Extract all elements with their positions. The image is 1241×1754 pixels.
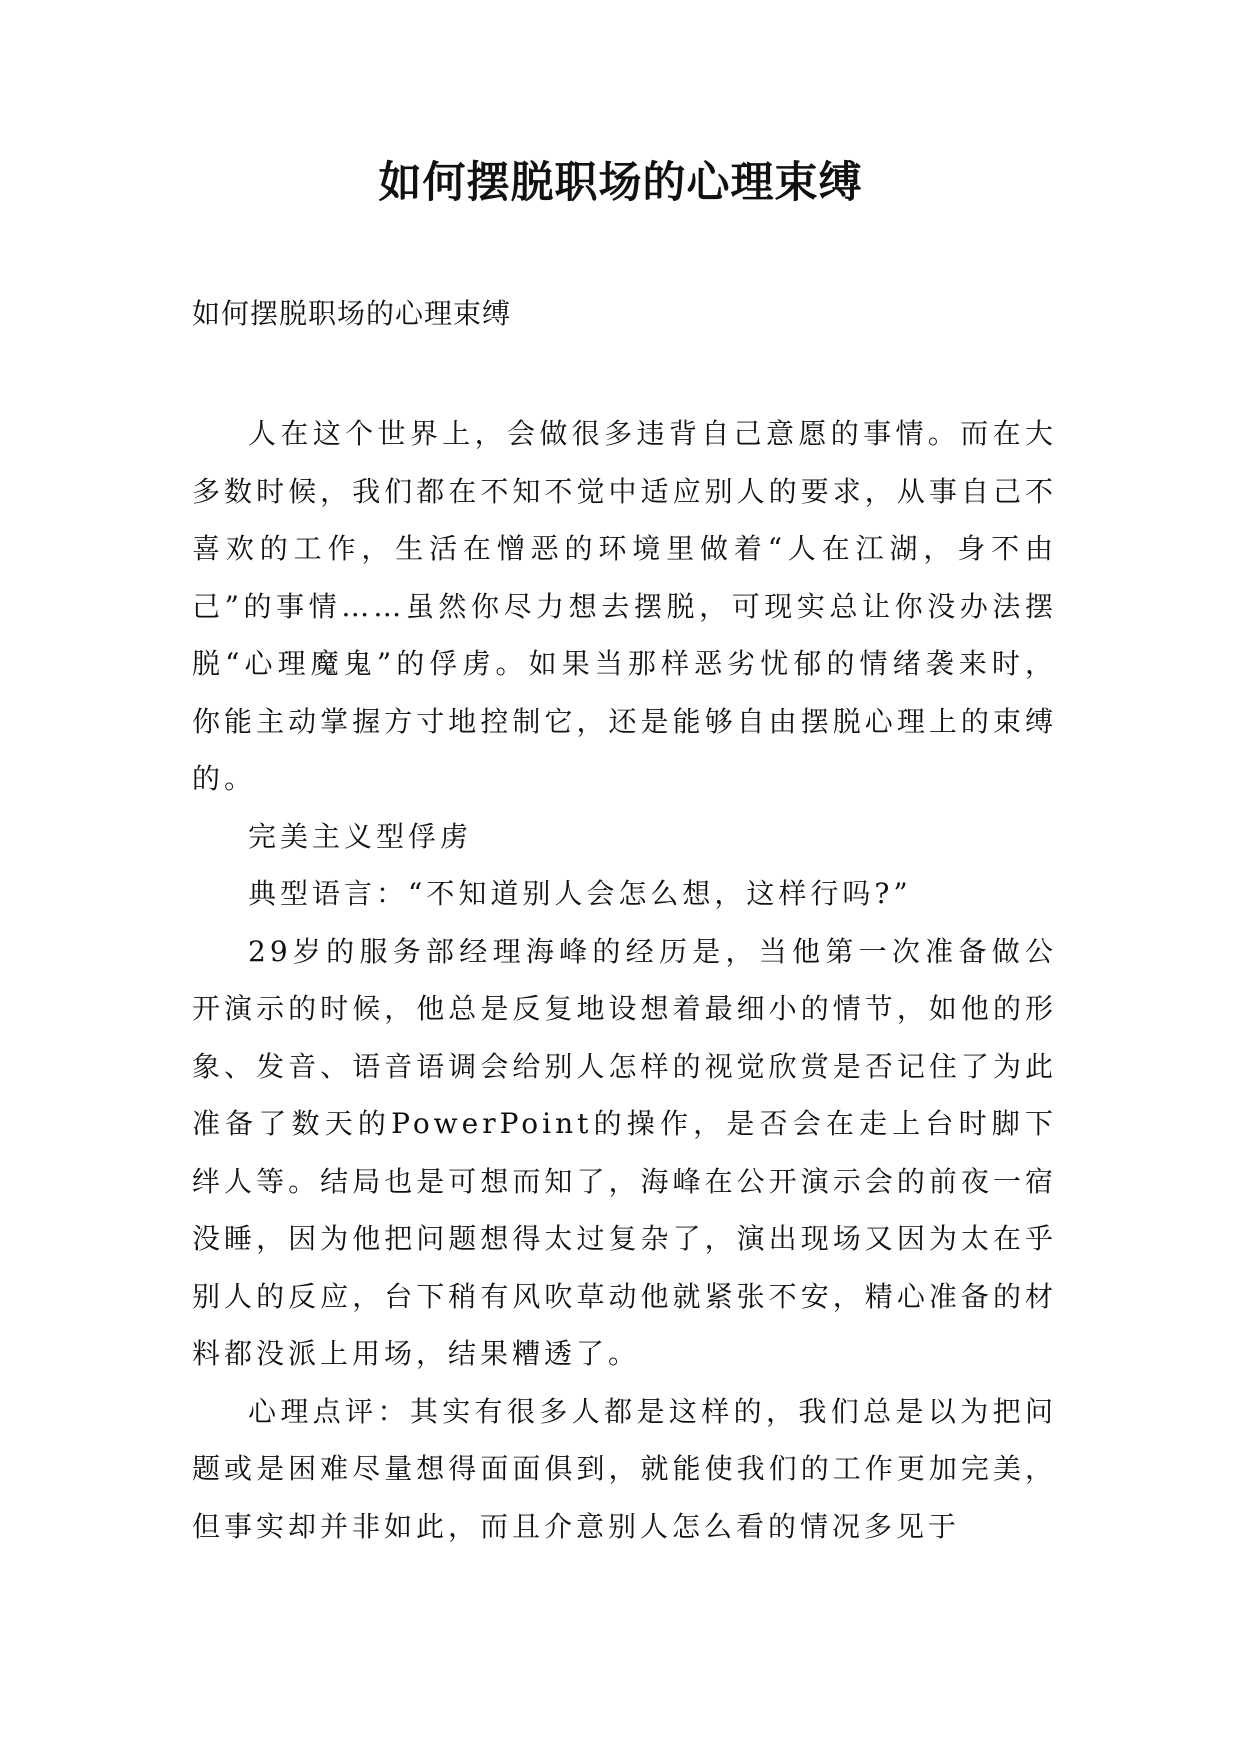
- section-heading: 完美主义型俘虏: [248, 819, 473, 853]
- paragraph-intro: 人在这个世界上，会做很多违背自己意愿的事情。而在大多数时候，我们都在不知不觉中适应别人的要求，从事自己不喜欢的工作，生活在憎恶的环境里做着“人在江湖，身不由己”的事情……虽然你尽力想去摆脱，可现实总让你没办法摆脱“心理魔鬼”的俘虏。如果当那样恶劣忧郁的情绪袭来时，你能主动掌握方寸地控制它，还是能够自由摆脱心理上的束缚的。: [192, 417, 1057, 795]
- document-subtitle: 如何摆脱职场的心理束缚: [192, 297, 512, 330]
- document-title: 如何摆脱职场的心理束缚: [378, 158, 863, 208]
- paragraph-commentary: 心理点评：其实有很多人都是这样的，我们总是以为把问题或是困难尽量想得面面俱到，就能使我们的工作更加完美，但事实却并非如此，而且介意别人怎么看的情况多见于: [192, 1394, 1057, 1543]
- document-body: [192, 405, 1057, 1555]
- paragraph-example: 29岁的服务部经理海峰的经历是，当他第一次准备做公开演示的时候，他总是反复地设想着最细小的情节，如他的形象、发音、语音语调会给别人怎样的视觉欣赏是否记住了为此准备了数天的PowerPoint的操作，是否会在走上台时脚下绊人等。结局也是可想而知了，海峰在公开演示会的前夜一宿没睡，因为他把问题想得太过复杂了，演出现场又因为太在乎别人的反应，台下稍有风吹草动他就紧张不安，精心准备的材料都没派上用场，结果糟透了。: [192, 934, 1057, 1370]
- typical-quote: 典型语言：“不知道别人会怎么想，这样行吗?”: [248, 877, 912, 910]
